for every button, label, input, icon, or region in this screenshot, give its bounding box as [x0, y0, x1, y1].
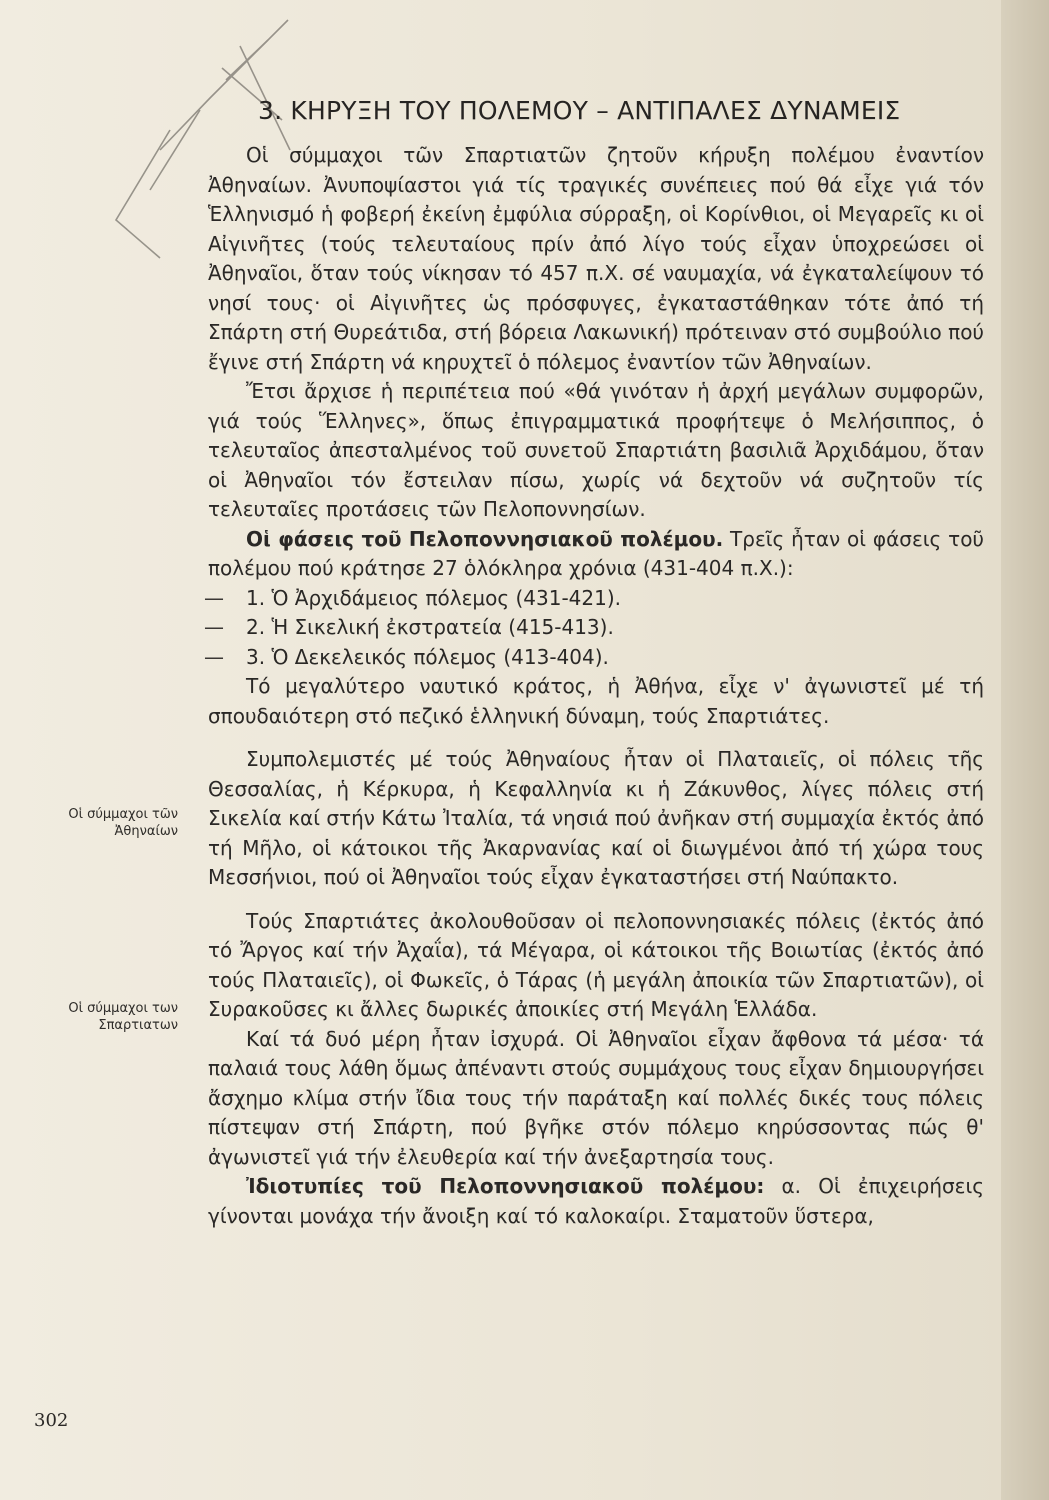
dash-mark-icon: — — [204, 615, 224, 639]
page-number: 302 — [34, 1410, 69, 1431]
phases-intro: Τρεῖς ἦταν οἱ φάσεις τοῦ πολέμου πού κράτησε 27 ὁλόκληρα χρόνια (431-404 π.Χ.): — [208, 526, 984, 580]
list-item: — 1. Ὁ Ἀρχιδάμειος πόλεμος (431-421). — [208, 584, 984, 614]
phases-list — [204, 584, 984, 673]
paragraph-powers: Τό μεγαλύτερο ναυτικό κράτος, ἡ Ἀθήνα, εἶχε ν' ἀγωνιστεῖ μέ τή σπουδαιότερη στό πεζικό ἑλληνική δύναμη, τούς Σπαρτιάτες. — [208, 674, 984, 728]
paragraph-athenian-allies: Συμπολεμιστές μέ τούς Ἀθηναίους ἦταν οἱ Πλαταιεῖς, οἱ πόλεις τῆς Θεσσαλίας, ἡ Κέρκυρα, ἡ Κεφαλληνία κι ἡ Ζάκυνθος, λίγες πόλεις στή Σικελία καί στήν Κάτω Ἰταλία, τά νησιά πού ἀνῆκαν στή συμμαχία ἐκτός ἀπό τή Μῆλο, οἱ κάτοικοι τῆς Ἀκαρνανίας καί οἱ διωγμένοι ἀπό τή χώρα τους Μεσσήνιοι, πού οἱ Ἀθηναῖοι τούς εἶχαν ἐγκαταστήσει στή Ναύπακτο. — [208, 747, 984, 889]
dash-mark-icon: — — [204, 585, 224, 610]
peculiarities-text: α. Οἱ ἐπιχειρήσεις γίνονται μονάχα τήν ἄνοιξη καί τό καλοκαίρι. Σταματοῦν ὕστερα, — [208, 1174, 984, 1228]
paragraph-peculiarities — [208, 1172, 984, 1231]
main-text-column — [204, 96, 984, 1231]
margin-note-athenian-allies: Οἱ σύμμαχοι τῶν Ἀθηναίων — [68, 807, 178, 839]
phases-heading: Οἱ φάσεις τοῦ Πελοποννησιακοῦ πολέμου. — [246, 526, 724, 551]
paragraph-declaration: Οἱ σύμμαχοι τῶν Σπαρτιατῶν ζητοῦν κήρυξη πολέμου ἐναντίον Ἀθηναίων. Ἀνυποψίαστοι γιά τίς τραγικές συνέπειες πού θά εἶχε γιά τόν Ἑλληνισμό ἡ φοβερή ἐκείνη ἐμφύλια σύρραξη, οἱ Κορίνθιοι, οἱ Μεγαρεῖς κι οἱ Αἰγινῆτες (τούς τελευταίους πρίν ἀπό λίγο τούς εἶχαν ὑποχρεώσει οἱ Ἀθηναῖοι, ὅταν τούς νίκησαν τό 457 π.Χ. σέ ναυμαχία, νά ἐγκαταλείψουν τό νησί τους· οἱ Αἰγινῆτες ὡς πρόσφυγες, ἐγκαταστάθηκαν τότε ἀπό τή Σπάρτη στή Θυρεάτιδα, στή βόρεια Λακωνική) πρότειναν στό συμβούλιο πού ἔγινε στή Σπάρτη νά κηρυχτεῖ ὁ πόλεμος ἐναντίον τῶν Ἀθηναίων. — [208, 143, 984, 374]
peculiarities-heading: Ἰδιοτυπίες τοῦ Πελοποννησιακοῦ πολέμου: — [246, 1174, 765, 1198]
paragraph-beginning: Ἔτσι ἄρχισε ἡ περιπέτεια πού «θά γινόταν ἡ ἀρχή μεγάλων συμφορῶν, γιά τούς Ἕλληνες», ὅπως ἐπιγραμματικά προφήτεψε ὁ Μελήσιππος, ὁ τελευταῖος ἀπεσταλμένος τοῦ συνετοῦ Σπαρτιάτη βασιλιᾶ Ἀρχιδάμου, ὅταν οἱ Ἀθηναῖοι τόν ἔστειλαν πίσω, χωρίς νά δεχτοῦν νά συζητοῦν τίς τελευταῖες προτάσεις τῶν Πελοποννησίων. — [208, 379, 984, 521]
paragraph-phases — [208, 525, 984, 584]
paragraph-strength: Καί τά δυό μέρη ἦταν ἰσχυρά. Οἱ Ἀθηναῖοι εἶχαν ἄφθονα τά μέσα· τά παλαιά τους λάθη ὅμως ἀπέναντι στούς συμμάχους τους εἶχαν δημιουργήσει ἄσχημο κλίμα στήν ἴδια τους τήν παράταξη καί πολλές δικές τους πόλεις πίστεψαν στή Σπάρτη, πού βγῆκε στόν πόλεμο κηρύσσοντας πώς θ' ἀγωνιστεῖ γιά τήν ἐλευθερία καί τήν ἀνεξαρτησία τους. — [208, 1026, 984, 1169]
list-item: — 2. Ἡ Σικελική ἐκστρατεία (415-413). — [208, 613, 984, 643]
margin-note-spartan-allies: Οἱ σύμμαχοι των Σπαρτιατων — [68, 1001, 178, 1033]
paragraph-spartan-allies: Τούς Σπαρτιάτες ἀκολουθοῦσαν οἱ πελοποννησιακές πόλεις (ἐκτός ἀπό τό Ἄργος καί τήν Ἀχαΐα), τά Μέγαρα, οἱ κάτοικοι τῆς Βοιωτίας (ἐκτός ἀπό τούς Πλαταιεῖς), οἱ Φωκεῖς, ὁ Τάρας (ἡ μεγάλη ἀποικία τῶν Σπαρτιατῶν), οἱ Συρακοῦσες κι ἄλλες δωρικές ἀποικίες στή Μεγάλη Ἑλλάδα. — [208, 908, 984, 1021]
facing-page-edge — [1001, 0, 1049, 1500]
list-item: — 3. Ὁ Δεκελεικός πόλεμος (413-404). — [208, 643, 984, 673]
dash-mark-icon: — — [204, 644, 224, 669]
section-heading: 3. ΚΗΡΥΞΗ ΤΟΥ ΠΟΛΕΜΟΥ – ΑΝΤΙΠΑΛΕΣ ΔΥΝΑΜΕΙΣ — [258, 96, 901, 125]
